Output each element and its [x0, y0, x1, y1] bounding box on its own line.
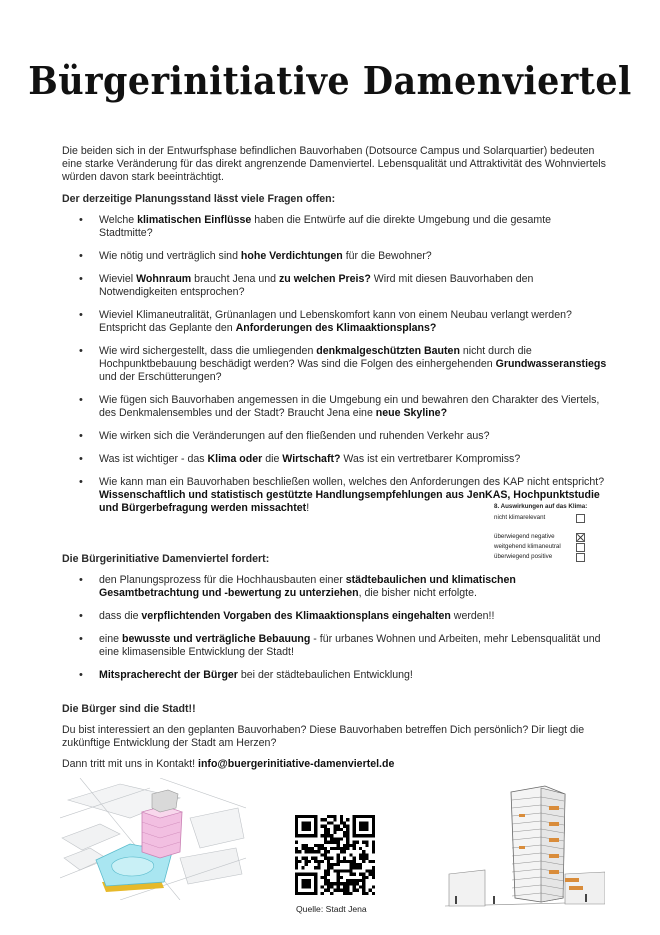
text-segment: - für urbanes Wohnen und Arbeiten, mehr Lebensqualität und eine klimasensible Entwicklung der Stadt! — [99, 633, 601, 658]
contact-prefix: Dann tritt mit uns in Kontakt! — [62, 758, 199, 770]
closing-section — [62, 703, 607, 779]
demands-section — [62, 553, 607, 692]
survey-option — [494, 532, 609, 542]
contact-email-link[interactable]: info@buergerinitiative-damenviertel.de — [198, 758, 395, 770]
survey-option — [494, 542, 609, 552]
question-item — [62, 394, 607, 420]
question-item — [62, 250, 607, 263]
question-item — [62, 453, 607, 466]
bold-text: verpflichtenden Vorgaben des Klimaaktionsplans eingehalten — [141, 610, 451, 622]
site-model-illustration — [60, 778, 246, 900]
bold-text: städtebaulichen und klimatischen Gesamtbetrachtung und -bewertung zu unterziehen — [99, 574, 516, 599]
demands-heading: Die Bürgerinitiative Damenviertel fordert: — [62, 553, 270, 565]
qr-code[interactable] — [295, 815, 375, 895]
text-segment: Welche — [99, 214, 138, 226]
bold-text: Wohnraum — [136, 273, 192, 285]
demand-item — [62, 610, 607, 623]
text-segment: Wird mit diesen Bauvorhaben den Notwendigkeiten entsprochen? — [99, 273, 534, 298]
highrise-illustration — [445, 778, 605, 908]
survey-option-label: überwiegend negative — [494, 533, 555, 540]
bold-text: Grundwasseranstiegs — [495, 358, 607, 370]
bold-text: klimatischen Einflüsse — [137, 214, 252, 226]
question-item — [62, 430, 607, 443]
survey-option-label: überwiegend positive — [494, 553, 553, 560]
bold-text: Klima oder — [207, 453, 263, 465]
text-segment: eine — [99, 633, 122, 645]
text-segment: werden!! — [450, 610, 495, 622]
text-segment: Wieviel Klimaneutralität, Grünanlagen und Lebenskomfort kann von einem Neubau verlangt werden? Entspricht das Geplante den — [99, 309, 572, 334]
survey-checkbox — [576, 514, 585, 523]
text-segment: haben die Entwürfe auf die direkte Umgebung und die gesamte Stadtmitte? — [99, 214, 552, 239]
text-segment: Wie wird sichergestellt, dass die umliegenden — [99, 345, 317, 357]
text-segment: für die Bewohner? — [342, 250, 432, 262]
bold-text: Anforderungen des Klimaaktionsplans? — [235, 322, 437, 334]
text-segment: die — [262, 453, 283, 465]
page-title: Bürgerinitiative Damenviertel — [28, 58, 632, 103]
demand-item — [62, 633, 607, 659]
text-segment: dass die — [99, 610, 142, 622]
survey-option-label: weitgehend klimaneutral — [494, 543, 561, 550]
survey-option-label: nicht klimarelevant — [494, 514, 546, 521]
demand-item — [62, 574, 607, 600]
bold-text: Wissenschaftlich und statistisch gestützte Handlungsempfehlungen aus JenKAS, Hochpunktstudie und Bürgerbefragung werden missachtet — [99, 489, 600, 514]
bold-text: zu welchen Preis? — [279, 273, 371, 285]
text-segment: den Planungsprozess für die Hochhausbauten einer — [99, 574, 346, 586]
bold-text: bewusste und verträgliche Bebauung — [121, 633, 311, 645]
text-segment: und der Erschütterungen? — [99, 371, 222, 383]
intro-paragraph: Die beiden sich in der Entwurfsphase befindlichen Bauvorhaben (Dotsource Campus und Solarquartier) bedeuten eine starke Veränderung für das direkt angrenzende Damenviertel. Lebensqualität und Attraktivität des Wohnviertels würden davon stark beeinträchtigt. — [62, 145, 606, 183]
text-segment: bei der städtebaulichen Entwicklung! — [237, 669, 413, 681]
text-segment: Wie nötig und verträglich sind — [99, 250, 241, 262]
bold-text: Wirtschaft? — [282, 453, 341, 465]
closing-heading: Die Bürger sind die Stadt!! — [62, 703, 196, 715]
survey-checkbox — [576, 533, 585, 542]
bold-text: neue Skyline? — [375, 407, 448, 419]
question-item — [62, 273, 607, 299]
text-segment: Was ist ein vertretbarer Kompromiss? — [340, 453, 521, 465]
qr-caption: Quelle: Stadt Jena — [296, 904, 367, 914]
question-item — [62, 309, 607, 335]
text-segment: , die bisher nicht erfolgte. — [358, 587, 477, 599]
text-segment: Wie kann man ein Bauvorhaben beschließen wollen, welches den Anforderungen des KAP nicht entspricht? — [99, 476, 605, 488]
bold-text: Mitspracherecht der Bürger — [99, 669, 238, 681]
text-segment: Was ist wichtiger - das — [99, 453, 208, 465]
closing-text: Du bist interessiert an den geplanten Bauvorhaben? Diese Bauvorhaben betreffen Dich persönlich? Dir liegt die zukünftige Entwicklung der Stadt am Herzen? — [62, 724, 585, 749]
bold-text: hohe Verdichtungen — [240, 250, 343, 262]
text-segment: ! — [306, 502, 310, 514]
text-segment: Wieviel — [99, 273, 137, 285]
survey-checkbox — [576, 543, 585, 552]
contact-line — [62, 758, 607, 771]
demand-item — [62, 669, 607, 682]
question-item — [62, 345, 607, 384]
text-segment: braucht Jena und — [191, 273, 279, 285]
questions-heading: Der derzeitige Planungsstand lässt viele Fragen offen: — [62, 193, 336, 205]
bold-text: denkmalgeschützten Bauten — [316, 345, 460, 357]
questions-list — [62, 214, 607, 515]
question-item — [62, 214, 607, 240]
text-segment: Wie wirken sich die Veränderungen auf den fließenden und ruhenden Verkehr aus? — [99, 430, 490, 442]
text-segment: Wie fügen sich Bauvorhaben angemessen in die Umgebung ein und bewahren den Charakter des Viertels, des Denkmalensembles und der Stadt? Braucht Jena eine — [99, 394, 600, 419]
survey-question: 8. Auswirkungen auf das Klima: — [494, 503, 588, 510]
survey-option — [494, 513, 609, 523]
demands-list — [62, 574, 607, 682]
main-content — [62, 145, 607, 525]
text-segment: nicht durch die Hochpunktbebauung beschädigt werden? Was sind die Folgen des einhergehenden — [99, 345, 532, 370]
